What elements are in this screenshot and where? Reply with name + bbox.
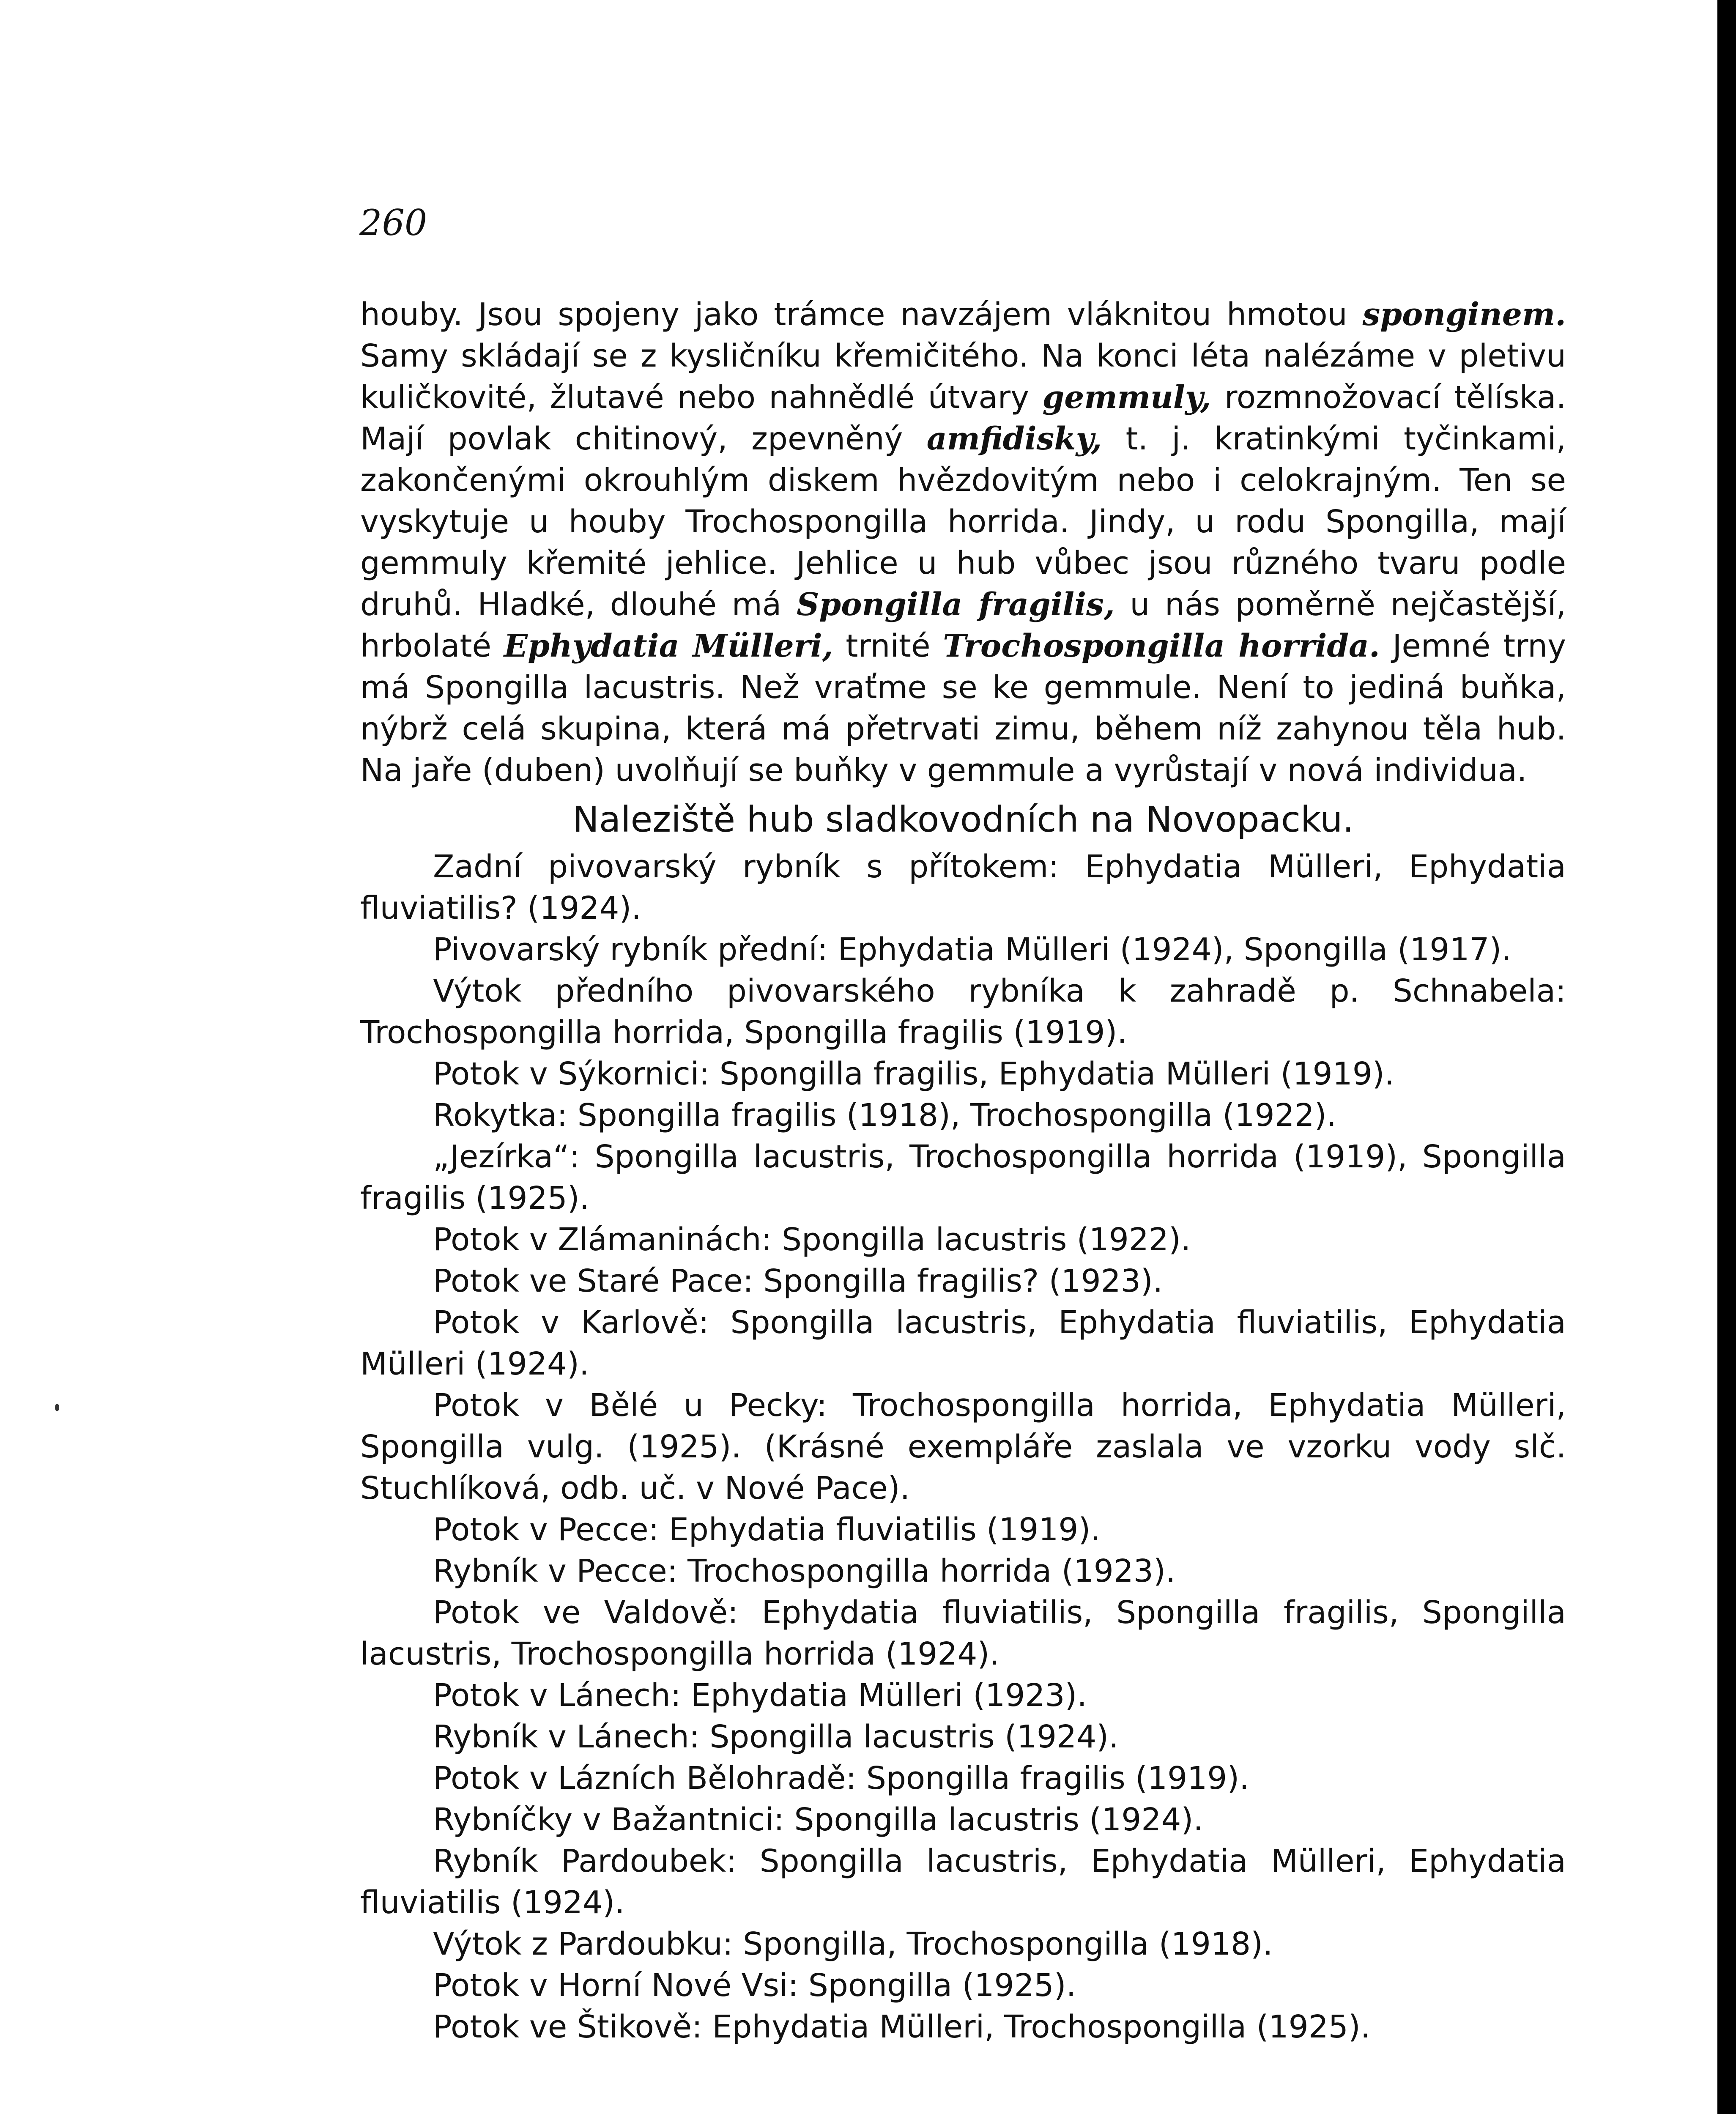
locality-entry: Rybník Pardoubek: Spongilla lacustris, Ephydatia Mülleri, Ephydatia fluviatilis (1924).	[360, 1843, 1566, 1921]
intro-term: Trochospongilla horrida.	[943, 628, 1380, 664]
page-content	[360, 294, 1566, 2048]
locality-entry: Potok v Horní Nové Vsi: Spongilla (1925).	[433, 1967, 1076, 2004]
page-number: 260	[359, 202, 427, 244]
intro-text: u nás poměrně nejčastější, hrbolaté	[360, 586, 1566, 664]
locality-entry: Výtok z Pardoubku: Spongilla, Trochospongilla (1918).	[433, 1926, 1273, 1962]
intro-term: amfidisky,	[926, 421, 1102, 457]
locality-entry: Potok v Bělé u Pecky: Trochospongilla horrida, Ephydatia Mülleri, Spongilla vulg. (1925). (Krásné exempláře zaslala ve vzorku vody slč. Stuchlíková, odb. uč. v Nové Pace).	[360, 1387, 1566, 1506]
locality-entry: Výtok předního pivovarského rybníka k zahradě p. Schnabela: Trochospongilla horrida, Spongilla fragilis (1919).	[360, 973, 1566, 1051]
intro-term: Spongilla fragilis,	[796, 586, 1115, 623]
intro-paragraph	[360, 294, 1566, 791]
locality-entry: Rokytka: Spongilla fragilis (1918), Trochospongilla (1922).	[433, 1097, 1337, 1134]
locality-entry: Zadní pivovarský rybník s přítokem: Ephydatia Mülleri, Ephydatia fluviatilis? (1924).	[360, 849, 1566, 926]
scan-border	[1717, 0, 1736, 2114]
intro-text: Samy skládají se z kysličníku křemičitého. Na konci léta nalézáme v pletivu kuličkovité, žlutavé nebo nahnědlé útvary	[360, 338, 1566, 416]
locality-entry: Rybník v Pecce: Trochospongilla horrida (1923).	[433, 1553, 1176, 1589]
locality-entry: Potok v Lázních Bělohradě: Spongilla fragilis (1919).	[433, 1760, 1249, 1796]
locality-entry: Potok ve Staré Pace: Spongilla fragilis? (1923).	[433, 1263, 1163, 1299]
locality-entry: Potok v Karlově: Spongilla lacustris, Ephydatia fluviatilis, Ephydatia Mülleri (1924).	[360, 1304, 1566, 1382]
intro-text: houby. Jsou spojeny jako trámce navzájem vláknitou hmotou	[360, 296, 1363, 333]
locality-entry: Potok ve Valdově: Ephydatia fluviatilis, Spongilla fragilis, Spongilla lacustris, Trochospongilla horrida (1924).	[360, 1594, 1566, 1672]
section-heading: Naleziště hub sladkovodních na Novopacku.	[572, 799, 1354, 840]
localities-list	[360, 846, 1566, 2048]
locality-entry: Pivovarský rybník přední: Ephydatia Mülleri (1924), Spongilla (1917).	[433, 931, 1511, 968]
scan-speck	[55, 1404, 59, 1411]
locality-entry: „Jezírka“: Spongilla lacustris, Trochospongilla horrida (1919), Spongilla fragilis (1925).	[360, 1139, 1566, 1216]
intro-term: Ephydatia Mülleri,	[504, 628, 833, 664]
intro-text: trnité	[833, 628, 943, 664]
locality-entry: Rybník v Lánech: Spongilla lacustris (1924).	[433, 1719, 1119, 1755]
locality-entry: Potok v Zlámaninách: Spongilla lacustris (1922).	[433, 1221, 1191, 1258]
locality-entry: Potok v Lánech: Ephydatia Mülleri (1923).	[433, 1677, 1087, 1714]
locality-entry: Potok v Pecce: Ephydatia fluviatilis (1919).	[433, 1512, 1101, 1548]
locality-entry: Potok v Sýkornici: Spongilla fragilis, Ephydatia Mülleri (1919).	[433, 1056, 1395, 1092]
intro-text: Jemné trny má Spongilla lacustris. Než vraťme se ke gemmule. Není to jediná buňka, nýbrž celá skupina, která má přetrvati zimu, během níž zahynou těla hub. Na jaře (duben) uvolňují se buňky v gemmule a vyrůstají v nová individua.	[360, 628, 1566, 789]
intro-text: rozmnožovací tělíska. Mají povlak chitinový, zpevněný	[360, 379, 1566, 457]
intro-term: sponginem.	[1362, 296, 1566, 333]
intro-term: gemmuly,	[1042, 379, 1211, 416]
intro-text: t. j. kratinkými tyčinkami, zakončenými okrouhlým diskem hvězdovitým nebo i celokrajným. Ten se vyskytuje u houby Trochospongilla horrida. Jindy, u rodu Spongilla, mají gemmuly křemité jehlice. Jehlice u hub vůbec jsou různého tvaru podle druhů. Hladké, dlouhé má	[360, 421, 1566, 623]
locality-entry: Potok ve Štikově: Ephydatia Mülleri, Trochospongilla (1925).	[433, 2009, 1371, 2045]
locality-entry: Rybníčky v Bažantnici: Spongilla lacustris (1924).	[433, 1802, 1203, 1838]
